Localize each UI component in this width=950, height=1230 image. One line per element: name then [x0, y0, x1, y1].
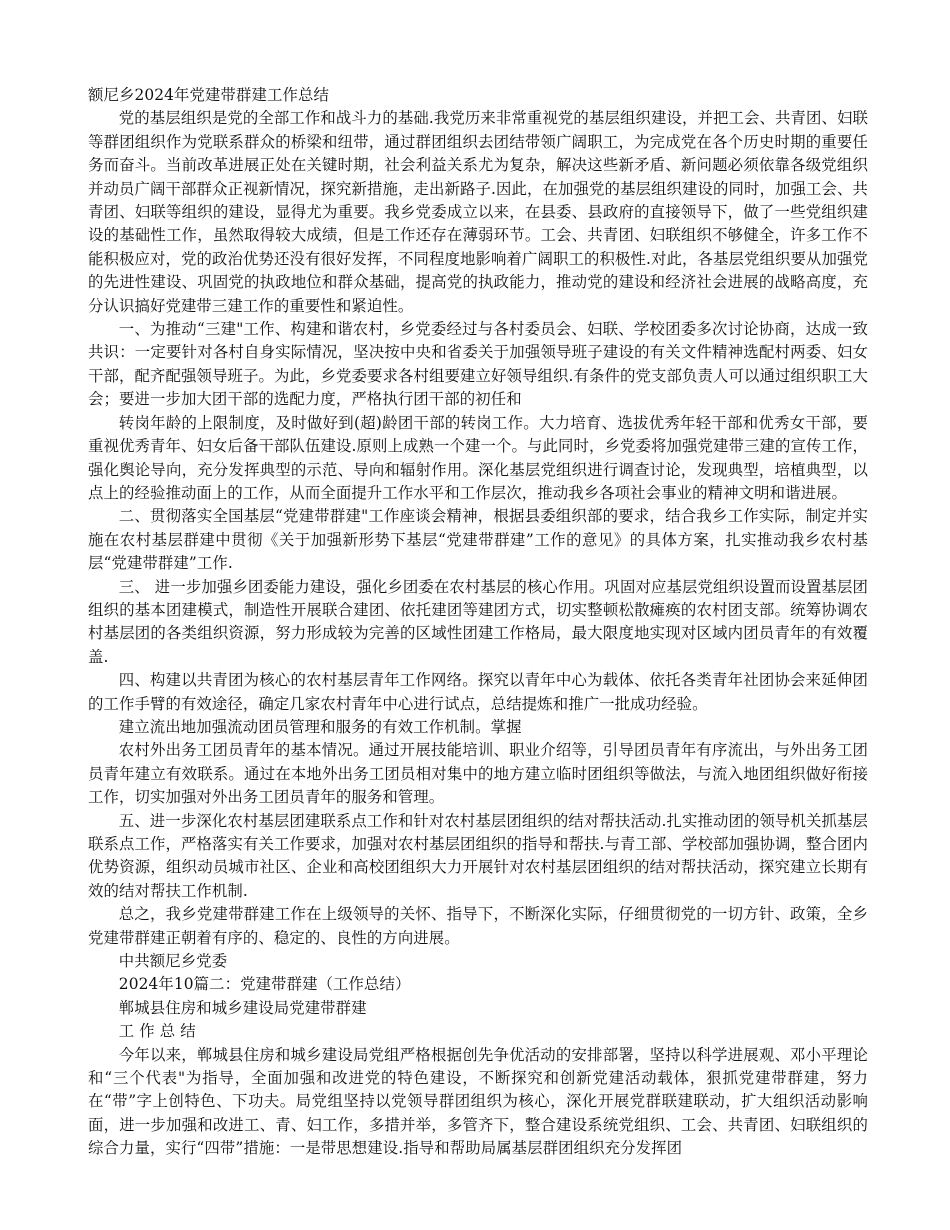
paragraph-section-1: 一、为推动“三建"工作、构建和谐农村，乡党委经过与各村委员会、妇联、学校团委多次讨论协商，达成一致共识：一定要针对各村自身实际情况，坚决按中央和省委关于加强领导班子建设的有关文件精神选配村两委、妇女干部，配齐配强领导班子。为此，乡党委要求各村组要建立好领导组织.有条件的党支部负责人可以通过组织职工大会；要进一步加大团干部的选配力度，严格执行团干部的初任和: [88, 320, 868, 409]
document-page: [88, 84, 868, 1161]
paragraph-mobile-members: 农村外出务工团员青年的基本情况。通过开展技能培训、职业介绍等，引导团员青年有序流出，与外出务工团员青年建立有效联系。通过在本地外出务工团员相对集中的地方建立临时团组织等做法，与流入地团组织做好衔接工作，切实加强对外出务工团员青年的服务和管理。: [88, 741, 868, 807]
paragraph-section-4: 四、构建以共青团为核心的农村基层青年工作网络。探究以青年中心为载体、依托各类青年社团协会来延伸团的工作手臂的有效途径，确定几家农村青年中心进行试点，总结提炼和推广一批成功经验。: [88, 671, 868, 713]
part-two-heading: 工 作 总 结: [118, 1022, 196, 1041]
paragraph-conclusion: 总之，我乡党建带群建工作在上级领导的关怀、指导下，不断深化实际，仔细贯彻党的一切方针、政策，全乡党建带群建正朝着有序的、稳定的、良性的方向进展。: [88, 905, 868, 947]
part-two-organization: 郸城县住房和城乡建设局党建带群建: [118, 998, 367, 1017]
paragraph-section-5: 五、进一步深化农村基层团建联系点工作和针对农村基层团组织的结对帮扶活动.扎实推动团的领导机关抓基层联系点工作，严格落实有关工作要求，加强对农村基层团组织的指导和帮扶.与青工部、学校部加强协调，整合团内优势资源，组织动员城市社区、企业和高校团组织大力开展针对农村基层团组织的结对帮扶活动，探究建立长期有效的结对帮扶工作机制.: [88, 811, 868, 900]
paragraph-mobile-members-heading: 建立流出地加强流动团员管理和服务的有效工作机制。掌握: [118, 717, 522, 736]
part-two-paragraph: 今年以来，郸城县住房和城乡建设局党组严格根据创先争优活动的安排部署，坚持以科学进展观、邓小平理论和“三个代表"为指导，全面加强和改进党的特色建设，不断探究和创新党建活动载体，狠抓党建带群建，努力在“带”字上创特色、下功夫。局党组坚持以党领导群团组织为核心，深化开展党群联建联动，扩大组织活动影响面，进一步加强和改进工、青、妇工作，多措并举，多管齐下，整合建设系统党组织、工会、共青团、妇联组织的综合力量，实行“四带”措施：一是带思想建设.指导和帮助局属基层群团组织充分发挥团: [88, 1045, 868, 1158]
document-title: 额尼乡2024年党建带群建工作总结: [88, 86, 329, 104]
signature-organization: 中共额尼乡党委: [118, 952, 228, 971]
paragraph-intro: 党的基层组织是党的全部工作和战斗力的基础.我党历来非常重视党的基层组织建设，并把工会、共青团、妇联等群团组织作为党联系群众的桥梁和纽带，通过群团组织去团结带领广阔职工，为完成党在各个历史时期的重要任务而奋斗。当前改革进展正处在关键时期，社会利益关系尤为复杂，解决这些新矛盾、新问题必须依靠各级党组织并动员广阔干部群众正视新情况，探究新措施，走出新路子.因此，在加强党的基层组织建设的同时，加强工会、共青团、妇联等组织的建设，显得尤为重要。我乡党委成立以来，在县委、县政府的直接领导下，做了一些党组织建设的基础性工作，虽然取得较大成绩，但是工作还存在薄弱环节。工会、共青团、妇联组织不够健全，许多工作不能积极应对，党的政治优势还没有很好发挥，不同程度地影响着广阔职工的积极性.对此，各基层党组织要从加强党的先进性建设、巩固党的执政地位和群众基础，提高党的执政能力，推动党的建设和经济社会进展的战略高度，充分认识搞好党建带三建工作的重要性和紧迫性。: [88, 109, 868, 315]
date-and-part-two-title: 2024年10篇二：党建带群建（工作总结）: [118, 975, 411, 994]
paragraph-section-3: 三、 进一步加强乡团委能力建设，强化乡团委在农村基层的核心作用。巩固对应基层党组织设置而设置基层团组织的基本团建模式，制造性开展联合建团、依托建团等建团方式，切实整顿松散瘫痪的农村团支部。统筹协调农村基层团的各类组织资源，努力形成较为完善的区域性团建工作格局，最大限度地实现对区域内团员青年的有效覆盖.: [88, 577, 868, 666]
paragraph-section-2: 二、贯彻落实全国基层“党建带群建"工作座谈会精神，根据县委组织部的要求，结合我乡工作实际，制定并实施在农村基层群建中贯彻《关于加强新形势下基层“党建带群建”工作的意见》的具体方案，扎实推动我乡农村基层“党建带群建”工作.: [88, 507, 868, 573]
paragraph-section-1-continued: 转岗年龄的上限制度，及时做好到(超)龄团干部的转岗工作。大力培育、选拔优秀年轻干部和优秀女干部，要重视优秀青年、妇女后备干部队伍建设.原则上成熟一个建一个。与此同时，乡党委将加强党建带三建的宣传工作，强化舆论导向，充分发挥典型的示范、导向和辐射作用。深化基层党组织进行调查讨论，发现典型，培植典型，以点上的经验推动面上的工作，从而全面提升工作水平和工作层次，推动我乡各项社会事业的精神文明和谐进展。: [88, 413, 868, 502]
